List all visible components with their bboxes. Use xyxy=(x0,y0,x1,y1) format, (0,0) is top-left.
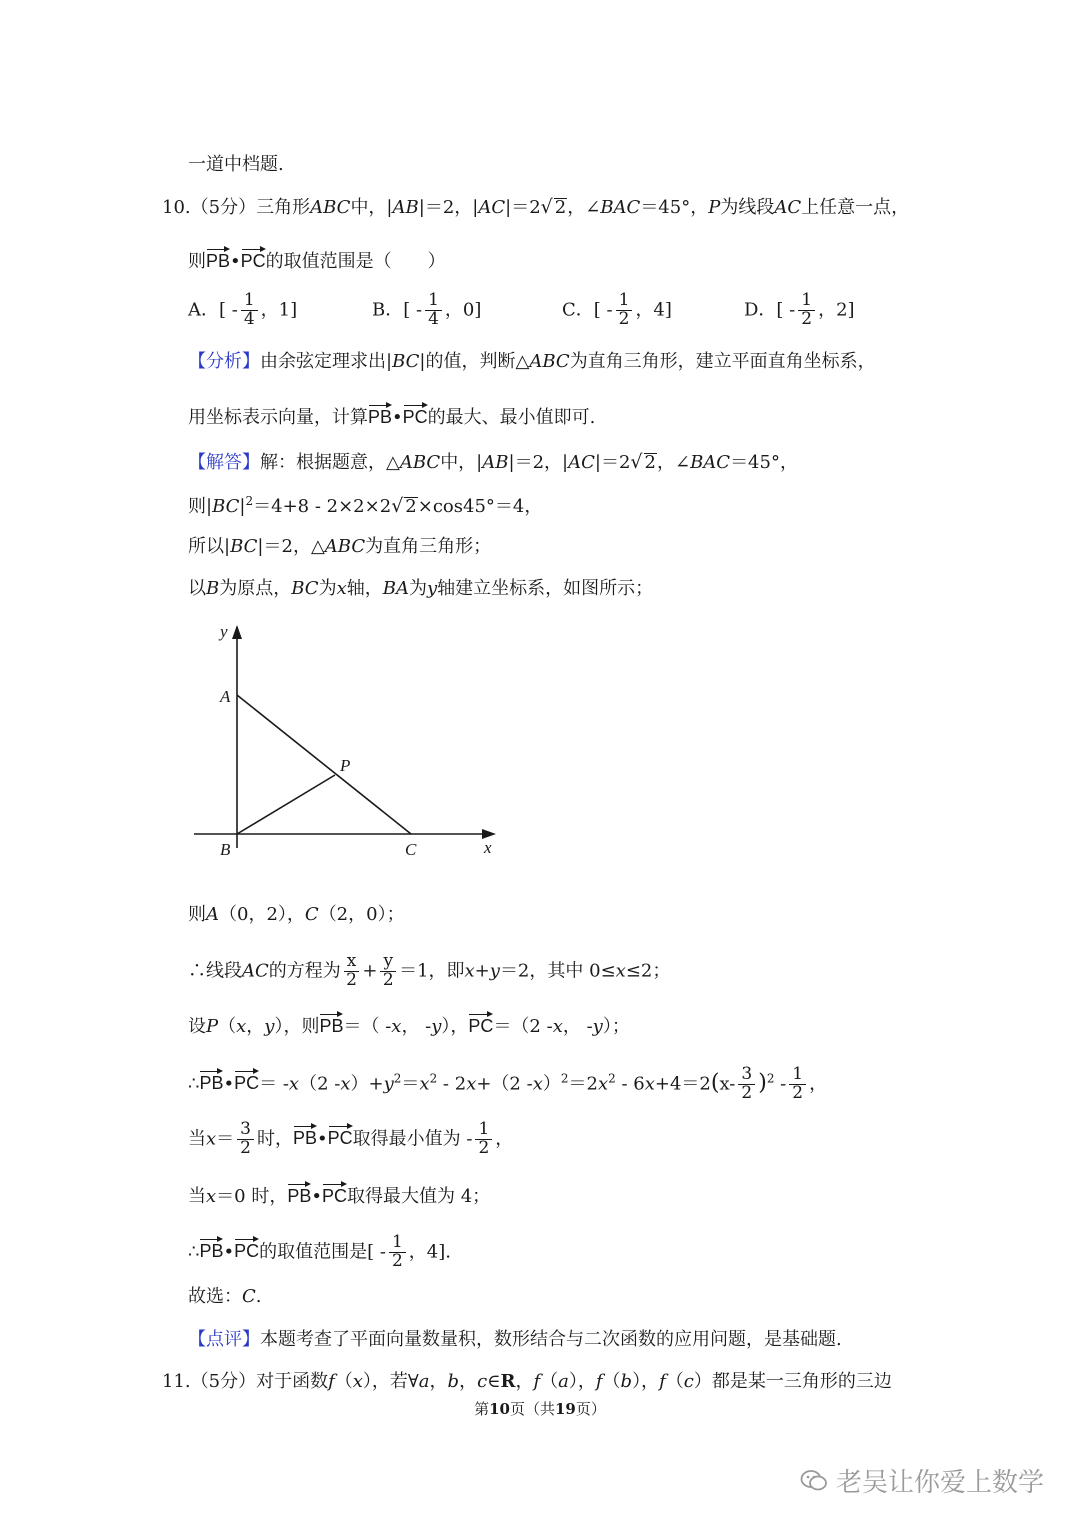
solution-line10: 当x＝0 时，PB•PC取得最大值为 4； xyxy=(188,1183,490,1206)
solution-line3: 所以|BC|＝2，△ABC为直角三角形； xyxy=(188,536,492,557)
option-c[interactable]: C．[ - $\frac{1}{2}$ ，4] xyxy=(562,290,672,329)
point-b-label: B xyxy=(220,840,231,859)
x-axis-label: x xyxy=(484,838,492,857)
solution-line6: ∴线段AC的方程为 $\frac{x}{2}$ + $\frac{y}{2}$ ＝1，即x+y＝2，其中 0≤x≤2； xyxy=(188,951,671,990)
wechat-icon xyxy=(800,1469,828,1493)
question-11-line1: 11.（5分）对于函数f（x），若∀a，b，c∈R，f（a），f（b），f（c）都是某一三角形的三边 xyxy=(162,1371,892,1392)
segment-bp xyxy=(237,775,335,834)
vector-pb: PB xyxy=(206,248,230,270)
option-d[interactable]: D．[ - $\frac{1}{2}$ ，2] xyxy=(744,290,855,329)
solution-line8: ∴PB•PC＝ -x（2 $-x)+y^2=x^2 - 2x+(2$ $-x)^2=2x^2 - 6x+4=2(x-$ $\frac{3}{2}$ )$^2$ - $\frac{1}{2}$ ， xyxy=(188,1064,828,1103)
option-a[interactable]: A．[ - $\frac{1}{4}$ ，1] xyxy=(188,290,298,329)
y-axis-label: y xyxy=(220,622,228,641)
page-total: 19 xyxy=(555,1400,576,1418)
watermark: 老吴让你爱上数学 xyxy=(800,1462,1044,1499)
analysis-line2: 用坐标表示向量，计算PB•PC的最大、最小值即可. xyxy=(188,404,595,427)
solution-line11: ∴PB•PC的取值范围是[ - $\frac{1}{2}$ ，4]. xyxy=(188,1232,451,1271)
question-number: 11. xyxy=(162,1371,191,1392)
question-number: 10. xyxy=(162,197,191,218)
solution-line9: 当x＝ $\frac{3}{2}$ 时，PB•PC取得最小值为 - $\frac{1}{2}$ ， xyxy=(188,1119,514,1158)
analysis-line1: 【分析】由余弦定理求出|BC|的值，判断△ABC为直角三角形，建立平面直角坐标系， xyxy=(188,351,876,372)
solution-line7: 设P（x，y），则PB＝（ -x， -y），PC＝（2 -x， -y）； xyxy=(188,1013,630,1036)
option-b[interactable]: B．[ - $\frac{1}{4}$ ，0] xyxy=(372,290,482,329)
point-p-label: P xyxy=(340,756,351,775)
solution-line4: 以B为原点，BC为x轴，BA为y轴建立坐标系，如图所示； xyxy=(188,578,654,599)
solution-tag: 【解答】 xyxy=(188,452,260,473)
solution-line2: 则$|BC|^2=4+8 - 2\times 2\times 2√$ 2×cos45°＝4， xyxy=(188,494,543,517)
point-c-label: C xyxy=(405,840,417,859)
previous-comment-tail: 一道中档题. xyxy=(188,154,284,175)
segment-ac xyxy=(237,695,411,834)
question-10-line2: 则PB•PC的取值范围是（ ） xyxy=(188,248,446,271)
question-10-line1: 10.（5分）三角形ABC中，|AB|＝2，|AC|＝2√ 2，∠BAC＝45°，P为线段AC上任意一点， xyxy=(162,196,910,218)
coordinate-figure xyxy=(180,615,510,865)
comment-tag: 【点评】 xyxy=(188,1329,260,1350)
solution-line12: 故选：C. xyxy=(188,1286,262,1307)
solution-line5: 则A（0，2），C（2，0）； xyxy=(188,904,405,925)
solution-line1: 【解答】解：根据题意，△ABC中，|AB|＝2，|AC|＝2√ 2，∠BAC＝45°， xyxy=(188,451,798,473)
y-axis-arrow xyxy=(232,625,242,639)
vector-pc: PC xyxy=(241,248,266,270)
page-number: 10 xyxy=(489,1400,510,1418)
point-a-label: A xyxy=(220,687,231,706)
comment-line: 【点评】本题考查了平面向量数量积，数形结合与二次函数的应用问题，是基础题. xyxy=(188,1329,842,1350)
analysis-tag: 【分析】 xyxy=(188,351,260,372)
page-footer: 第10页（共19页） xyxy=(474,1400,606,1418)
